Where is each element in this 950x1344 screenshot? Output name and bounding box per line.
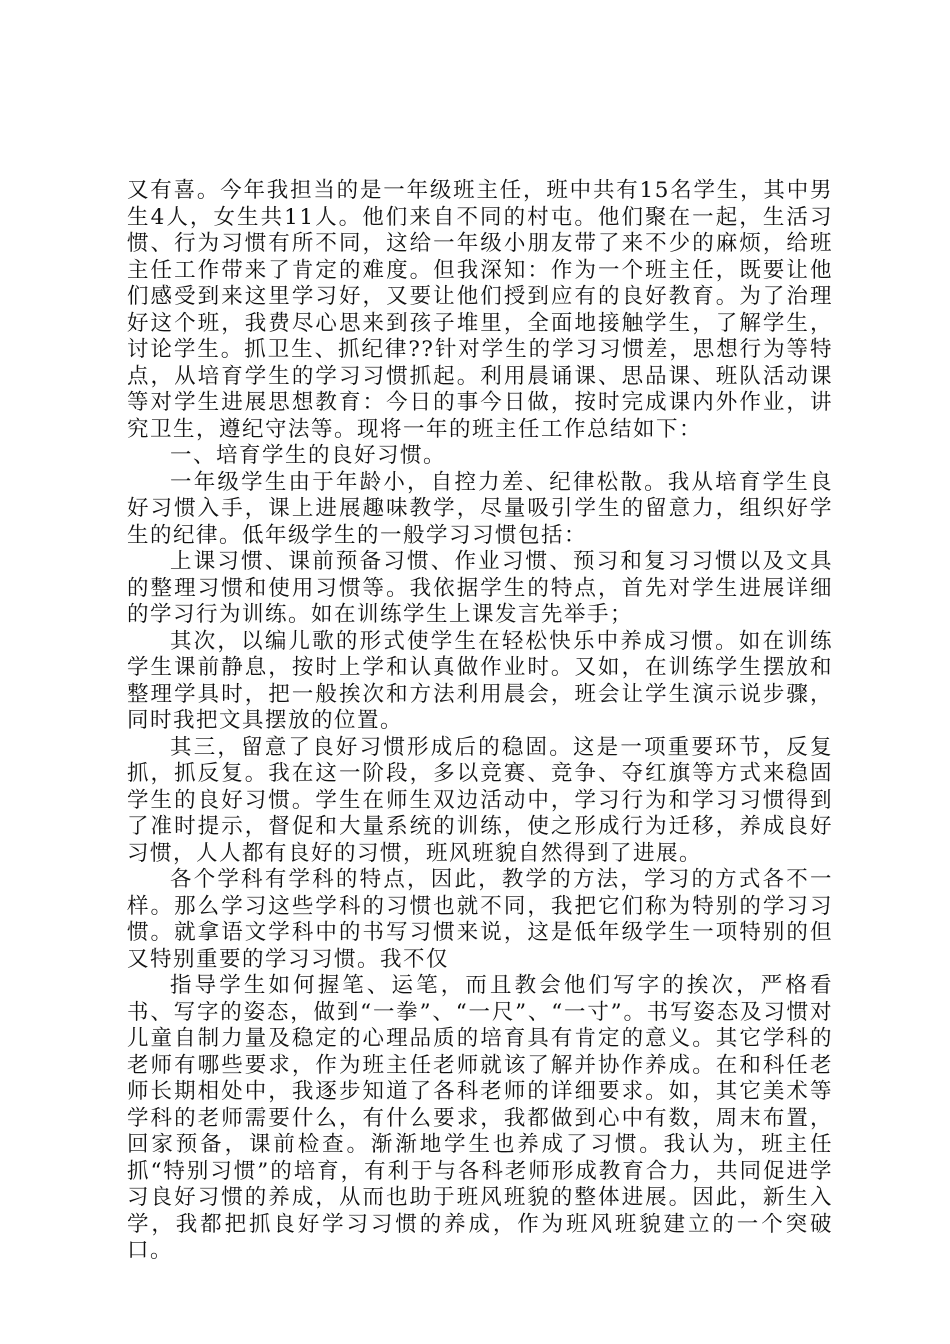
document-body: [127, 178, 833, 1265]
paragraph: 上课习惯、课前预备习惯、作业习惯、预习和复习习惯以及文具的整理习惯和使用习惯等。我依据学生的特点，首先对学生进展详细的学习行为训练。如在训练学生上课发言先举手；: [127, 549, 833, 627]
paragraph-intro: 又有喜。今年我担当的是一年级班主任，班中共有15名学生，其中男生4人，女生共11人。他们来自不同的村屯。他们聚在一起，生活习惯、行为习惯有所不同，这给一年级小朋友带了来不少的麻烦，给班主任工作带来了肯定的难度。但我深知：作为一个班主任，既要让他们感受到来这里学习好，又要让他们授到应有的良好教育。为了治理好这个班，我费尽心思来到孩子堆里，全面地接触学生，了解学生，讨论学生。抓卫生、抓纪律??针对学生的学习习惯差，思想行为等特点，从培育学生的学习习惯抓起。利用晨诵课、思品课、班队活动课等对学生进展思想教育：今日的事今日做，按时完成课内外作业，讲究卫生，遵纪守法等。现将一年的班主任工作总结如下：: [127, 178, 833, 442]
paragraph: 其次，以编儿歌的形式使学生在轻松快乐中养成习惯。如在训练学生课前静息，按时上学和认真做作业时。又如，在训练学生摆放和整理学具时，把一般挨次和方法利用晨会，班会让学生演示说步骤，同时我把文具摆放的位置。: [127, 628, 833, 733]
paragraph: 指导学生如何握笔、运笔，而且教会他们写字的挨次，严格看书、写字的姿态，做到“一拳”、“一尺”、“一寸”。书写姿态及习惯对儿童自制力量及稳定的心理品质的培育具有肯定的意义。其它学科的老师有哪些要求，作为班主任老师就该了解并协作养成。在和科任老师长期相处中，我逐步知道了各科老师的详细要求。如，其它美术等学科的老师需要什么，有什么要求，我都做到心中有数，周末布置，回家预备，课前检查。渐渐地学生也养成了习惯。我认为，班主任抓“特别习惯”的培育，有利于与各科老师形成教育合力，共同促进学习良好习惯的养成，从而也助于班风班貌的整体进展。因此，新生入学，我都把抓良好学习习惯的养成，作为班风班貌建立的一个突破口。: [127, 973, 833, 1263]
paragraph: 一年级学生由于年龄小，自控力差、纪律松散。我从培育学生良好习惯入手，课上进展趣味教学，尽量吸引学生的留意力，组织好学生的纪律。低年级学生的一般学习习惯包括：: [127, 469, 833, 548]
section-heading: 一、培育学生的良好习惯。: [170, 443, 447, 468]
paragraph: 各个学科有学科的特点，因此，教学的方法，学习的方式各不一样。那么学习这些学科的习惯也就不同，我把它们称为特别的学习习惯。就拿语文学科中的书写习惯来说，这是低年级学生一项特别的但又特别重要的学习习惯。我不仅: [127, 867, 833, 972]
paragraph: 其三，留意了良好习惯形成后的稳固。这是一项重要环节，反复抓，抓反复。我在这一阶段，多以竞赛、竞争、夺红旗等方式来稳固学生的良好习惯。学生在师生双边活动中，学习行为和学习习惯得到了准时提示，督促和大量系统的训练，使之形成行为迁移，养成良好习惯，人人都有良好的习惯，班风班貌自然得到了进展。: [127, 734, 833, 866]
